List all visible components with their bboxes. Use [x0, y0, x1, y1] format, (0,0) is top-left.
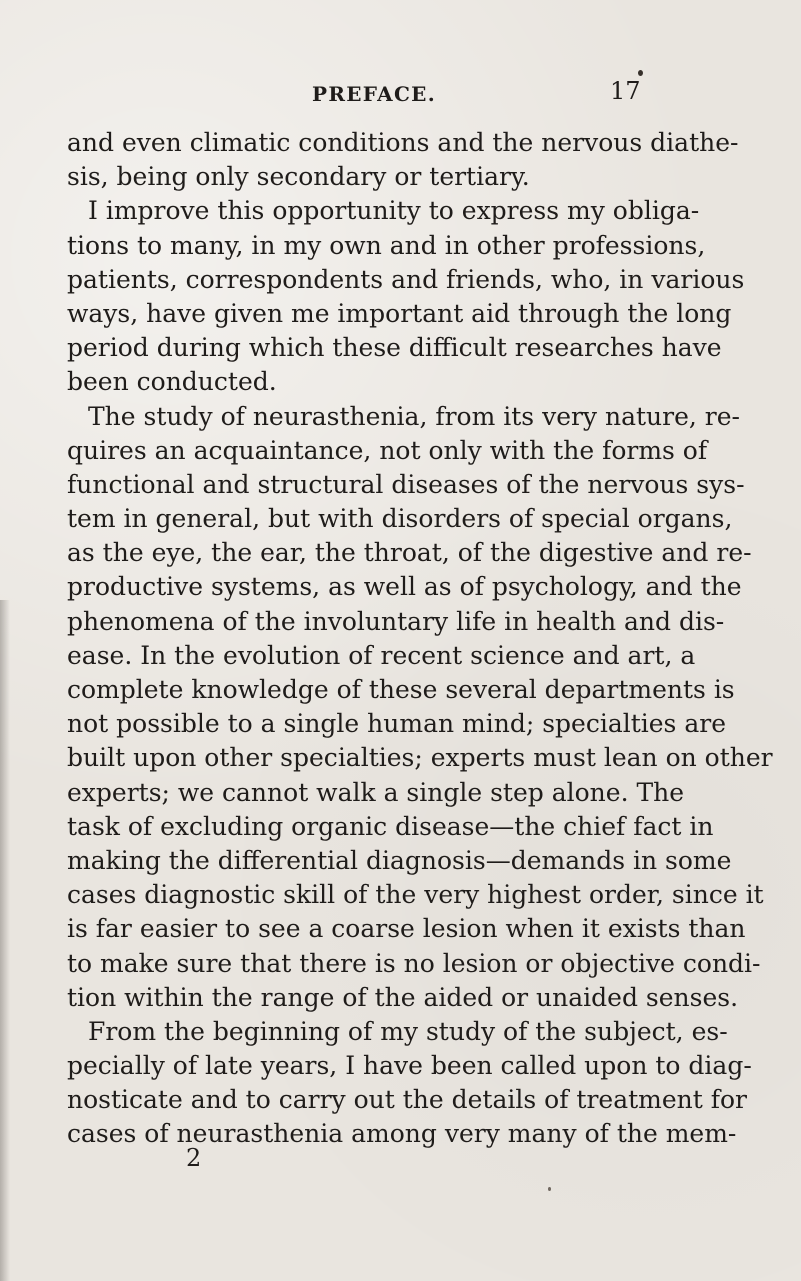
text-line: The study of neurasthenia, from its very nature, re- — [88, 401, 740, 431]
page-number: 17 — [610, 77, 641, 105]
text-line: tem in general, but with disorders of special organs, — [67, 504, 733, 534]
text-line: not possible to a single human mind; specialties are — [67, 709, 726, 739]
text-line: period during which these difficult researches have — [67, 333, 722, 363]
text-line: as the eye, the ear, the throat, of the digestive and re- — [67, 538, 752, 568]
running-head: PREFACE. — [312, 82, 436, 106]
text-line: task of excluding organic disease—the chief fact in — [67, 811, 714, 841]
text-line: quires an acquaintance, not only with the forms of — [67, 435, 708, 465]
signature-mark: 2 — [186, 1144, 202, 1172]
text-line: to make sure that there is no lesion or objective condi- — [67, 948, 761, 978]
text-line: is far easier to see a coarse lesion when it exists than — [67, 914, 746, 944]
binding-shadow — [0, 600, 10, 1281]
text-line: ease. In the evolution of recent science and art, a — [67, 640, 696, 670]
text-line: tion within the range of the aided or unaided senses. — [67, 982, 739, 1012]
text-line: making the differential diagnosis—demands in some — [67, 845, 732, 875]
text-line: and even climatic conditions and the nervous diathe- — [67, 128, 739, 157]
text-line: pecially of late years, I have been called upon to diag- — [67, 1051, 752, 1081]
text-line: nosticate and to carry out the details of treatment for — [67, 1085, 747, 1115]
text-line: built upon other specialties; experts must lean on other — [67, 743, 773, 773]
text-line: productive systems, as well as of psychology, and the — [67, 572, 742, 602]
text-line: phenomena of the involuntary life in health and dis- — [67, 606, 725, 636]
body-text — [67, 126, 773, 1152]
ink-speck — [638, 70, 643, 76]
text-line: From the beginning of my study of the subject, es- — [88, 1016, 728, 1046]
text-line: complete knowledge of these several departments is — [67, 675, 735, 704]
text-line: sis, being only secondary or tertiary. — [67, 162, 530, 192]
text-line: ways, have given me important aid through the long — [67, 298, 732, 328]
text-line: functional and structural diseases of the nervous sys- — [67, 469, 745, 499]
text-line: I improve this opportunity to express my obliga- — [88, 196, 700, 226]
ink-speck — [548, 1187, 551, 1191]
text-line: cases of neurasthenia among very many of the mem- — [67, 1119, 737, 1149]
text-line: cases diagnostic skill of the very highest order, since it — [67, 880, 764, 910]
text-line: been conducted. — [67, 367, 277, 397]
text-line: patients, correspondents and friends, who, in various — [67, 264, 745, 294]
text-line: experts; we cannot walk a single step alone. The — [67, 777, 685, 807]
text-line: tions to many, in my own and in other professions, — [67, 230, 706, 260]
